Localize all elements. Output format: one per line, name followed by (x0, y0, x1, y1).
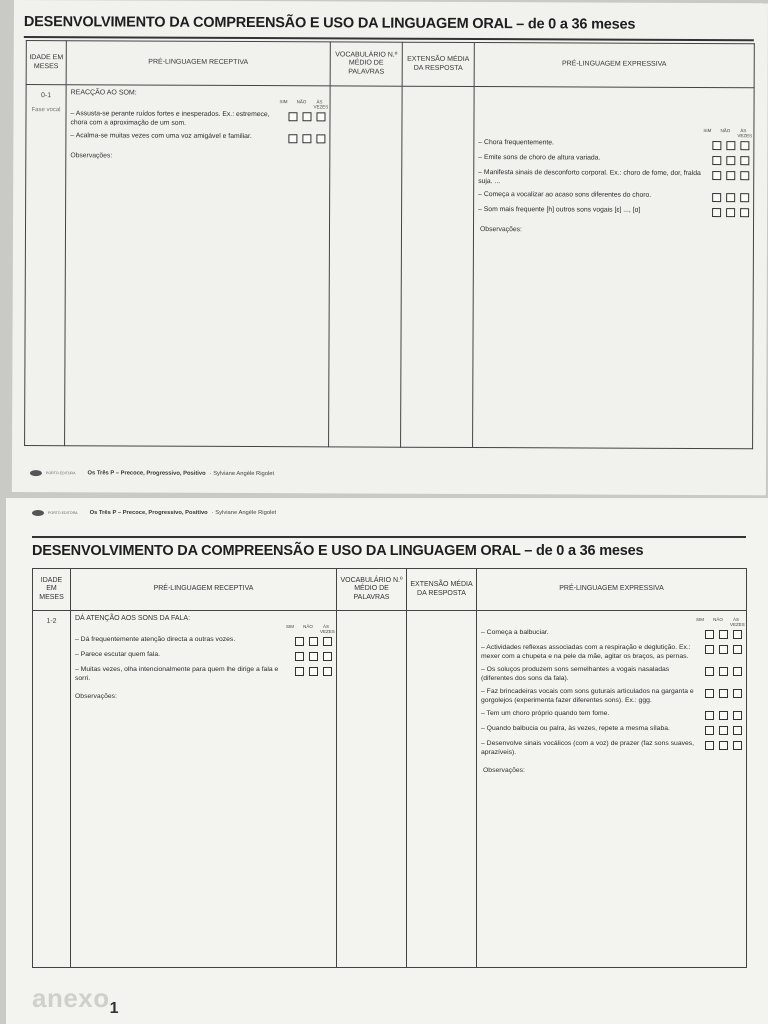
receptive-section-title: DÁ ATENÇÃO AOS SONS DA FALA: (75, 615, 191, 622)
checkbox-yes[interactable] (295, 667, 304, 676)
answer-label-sometimes: ÀS VEZES (737, 128, 753, 139)
receptive-cell (65, 85, 331, 447)
answer-labels (474, 127, 753, 139)
book-title: Os Três P – Precoce, Progressivo, Positivo (87, 470, 206, 477)
answer-label-yes: SIM (695, 617, 704, 622)
checkbox-yes[interactable] (705, 667, 714, 676)
checkbox-yes[interactable] (705, 689, 714, 698)
checkbox-no[interactable] (302, 112, 311, 121)
checkbox-yes[interactable] (295, 652, 304, 661)
answer-label-sometimes: ÀS VEZES (313, 99, 329, 110)
list-item (481, 740, 742, 757)
list-item (478, 206, 749, 217)
receptive-list (66, 110, 329, 143)
list-item (481, 725, 742, 735)
checkbox-yes[interactable] (288, 112, 297, 121)
expressive-cell (473, 87, 755, 449)
checkbox-no[interactable] (302, 134, 311, 143)
checkbox-yes[interactable] (705, 711, 714, 720)
checkbox-no[interactable] (719, 689, 728, 698)
header-age: IDADE EM MESES (26, 41, 66, 85)
list-item (478, 154, 749, 165)
checkbox-no[interactable] (719, 726, 728, 735)
header-expressive: PRÉ-LINGUAGEM EXPRESSIVA (477, 569, 747, 611)
list-item (481, 629, 742, 639)
checkbox-sometimes[interactable] (733, 689, 742, 698)
list-item (70, 132, 325, 143)
checkbox-sometimes[interactable] (733, 711, 742, 720)
observations-label: Observações: (483, 767, 525, 774)
checkbox-no[interactable] (726, 141, 735, 150)
answer-label-sometimes: ÀS VEZES (730, 617, 745, 627)
footer-top (30, 470, 274, 477)
item-text: – Desenvolve sinais vocálicos (com a voz) de prazer (faz sons suaves, aprazíveis). (481, 740, 695, 756)
checkbox-no[interactable] (309, 667, 318, 676)
checkbox-no[interactable] (309, 637, 318, 646)
checkbox-sometimes[interactable] (323, 667, 332, 676)
checkbox-sometimes[interactable] (740, 156, 749, 165)
answer-labels (71, 624, 335, 634)
checkbox-sometimes[interactable] (316, 134, 325, 143)
book-title: Os Três P – Precoce, Progressivo, Positivo (89, 510, 208, 516)
checkbox-yes[interactable] (712, 156, 721, 165)
list-item (481, 710, 742, 720)
answer-label-no: NÃO (720, 128, 731, 134)
form-table-top (24, 40, 755, 449)
list-item (478, 169, 749, 187)
item-text: – Som mais frequente [h] outros sons vogais [ɛ] ..., [ɑ] (478, 206, 641, 214)
item-text: – Actividades reflexas associadas com a respiração e deglutição. Ex.: mexer com a chupeta e na pele da mãe, agitar os braços, as pernas. (481, 644, 691, 660)
extension-cell[interactable] (407, 611, 477, 968)
checkbox-no[interactable] (719, 645, 728, 654)
header-vocab: VOCABULÁRIO N.º MÉDIO DE PALAVRAS (337, 569, 407, 611)
item-text: – Começa a vocalizar ao acaso sons diferentes do choro. (478, 191, 652, 199)
form-table-bottom (32, 568, 747, 968)
list-item (481, 666, 742, 683)
item-text: – Faz brincadeiras vocais com sons guturais articulados na garganta e gorgolejos (experimenta fazer diferentes sons). Ex.: ggg. (481, 688, 694, 704)
header-extension: EXTENSÃO MÉDIA DA RESPOSTA (407, 569, 477, 611)
item-text: – Começa a balbuciar. (481, 629, 549, 636)
list-item (75, 636, 332, 646)
checkbox-sometimes[interactable] (316, 112, 325, 121)
header-vocab: VOCABULÁRIO N.º MÉDIO DE PALAVRAS (330, 42, 402, 86)
answer-label-yes: SIM (703, 128, 712, 134)
annex-number: 1 (109, 1000, 120, 1017)
checkbox-sometimes[interactable] (323, 652, 332, 661)
publisher-logo-icon (30, 470, 42, 476)
answer-label-yes: SIM (279, 99, 288, 105)
item-text: – Muitas vezes, olha intencionalmente para quem lhe dirige a fala e sorri. (75, 666, 279, 682)
answer-labels (477, 617, 745, 627)
list-item (75, 651, 332, 661)
checkbox-sometimes[interactable] (740, 193, 749, 202)
answer-label-no: NÃO (303, 624, 313, 629)
checkbox-sometimes[interactable] (733, 726, 742, 735)
answer-label-no: NÃO (713, 617, 723, 622)
checkbox-yes[interactable] (705, 726, 714, 735)
annex-label (32, 983, 119, 1018)
top-sheet (12, 0, 768, 495)
checkbox-yes[interactable] (295, 637, 304, 646)
checkbox-yes[interactable] (705, 630, 714, 639)
age-cell (25, 85, 67, 446)
checkbox-yes[interactable] (712, 171, 721, 180)
checkbox-no[interactable] (726, 171, 735, 180)
publisher-name: PORTO EDITORA (48, 511, 78, 515)
header-age: IDADE EM MESES (33, 569, 71, 611)
checkbox-sometimes[interactable] (733, 741, 742, 750)
checkbox-no[interactable] (726, 156, 735, 165)
list-item (75, 666, 332, 683)
age-cell (33, 611, 71, 968)
receptive-cell (71, 611, 337, 968)
checkbox-sometimes[interactable] (733, 667, 742, 676)
list-item (478, 139, 749, 150)
vocab-cell[interactable] (337, 611, 407, 968)
item-text: – Chora frequentemente. (478, 139, 554, 147)
checkbox-no[interactable] (719, 630, 728, 639)
checkbox-sometimes[interactable] (740, 171, 749, 180)
item-text: – Dá frequentemente atenção directa a outras vozes. (75, 636, 236, 643)
checkbox-yes[interactable] (712, 193, 721, 202)
age-value: 0-1 (41, 92, 52, 100)
publisher-logo-icon (32, 510, 44, 516)
checkbox-no[interactable] (726, 193, 735, 202)
annex-word: anexo (32, 983, 110, 1013)
top-rule-bottom (32, 536, 746, 538)
header-receptive: PRÉ-LINGUAGEM RECEPTIVA (66, 41, 330, 86)
publisher-name: PORTO EDITORA (45, 471, 76, 476)
receptive-section-title: REACÇÃO AO SOM: (70, 89, 137, 97)
expressive-list (474, 139, 753, 217)
list-item (478, 191, 749, 202)
header-line-bottom (32, 510, 276, 516)
list-item (481, 688, 742, 705)
observations-label: Observações: (70, 152, 113, 160)
checkbox-sometimes[interactable] (740, 208, 749, 217)
bottom-sheet (6, 498, 768, 1024)
observations-label: Observações: (479, 226, 522, 234)
checkbox-no[interactable] (719, 667, 728, 676)
item-text: – Manifesta sinais de desconforto corporal. Ex.: choro de fome, dor, fralda suja. ... (478, 169, 701, 185)
checkbox-no[interactable] (726, 208, 735, 217)
checkbox-no[interactable] (719, 741, 728, 750)
age-phase: Fase vocal (31, 107, 61, 114)
checkbox-yes[interactable] (288, 134, 297, 143)
list-item (70, 110, 325, 128)
answer-label-sometimes: ÀS VEZES (320, 624, 335, 634)
item-text: – Tem um choro próprio quando tem fome. (481, 710, 610, 717)
answer-labels (67, 98, 329, 110)
checkbox-sometimes[interactable] (733, 645, 742, 654)
item-text: – Os soluços produzem sons semelhantes a vogais nasaladas (diferentes dos sons da fala). (481, 666, 670, 682)
header-expressive: PRÉ-LINGUAGEM EXPRESSIVA (474, 43, 754, 88)
header-receptive: PRÉ-LINGUAGEM RECEPTIVA (71, 569, 337, 611)
vocab-cell[interactable] (329, 86, 403, 447)
book-author: · Sylviane Angèle Rigolet (211, 510, 277, 516)
expressive-list (477, 629, 746, 757)
checkbox-yes[interactable] (705, 741, 714, 750)
item-text: – Assusta-se perante ruídos fortes e inesperados. Ex.: estremece, chora com a aproximação de um som. (70, 110, 270, 127)
checkbox-no[interactable] (309, 652, 318, 661)
book-author: · Sylviane Angèle Rigolet (209, 470, 275, 478)
item-text: – Acalma-se muitas vezes com uma voz amigável e familiar. (70, 132, 252, 141)
page-title-bottom: DESENVOLVIMENTO DA COMPREENSÃO E USO DA LINGUAGEM ORAL – de 0 a 36 meses (32, 543, 644, 559)
list-item (481, 644, 742, 661)
checkbox-sometimes[interactable] (733, 630, 742, 639)
item-text: – Parece escutar quem fala. (75, 651, 161, 658)
expressive-cell (477, 611, 747, 968)
age-value: 1-2 (46, 618, 57, 625)
header-extension: EXTENSÃO MÉDIA DA RESPOSTA (402, 42, 474, 86)
checkbox-yes[interactable] (712, 141, 721, 150)
receptive-list (71, 636, 336, 683)
item-text: – Emite sons de choro de altura variada. (478, 154, 601, 162)
checkbox-sometimes[interactable] (323, 637, 332, 646)
checkbox-yes[interactable] (712, 208, 721, 217)
checkbox-sometimes[interactable] (740, 141, 749, 150)
checkbox-yes[interactable] (705, 645, 714, 654)
page-title-top: DESENVOLVIMENTO DA COMPREENSÃO E USO DA LINGUAGEM ORAL – de 0 a 36 meses (23, 14, 636, 33)
observations-label: Observações: (75, 693, 117, 700)
answer-label-no: NÃO (296, 99, 307, 105)
item-text: – Quando balbucia ou palra, às vezes, repete a mesma sílaba. (481, 725, 670, 732)
extension-cell[interactable] (401, 86, 475, 447)
answer-label-yes: SIM (285, 624, 294, 629)
checkbox-no[interactable] (719, 711, 728, 720)
